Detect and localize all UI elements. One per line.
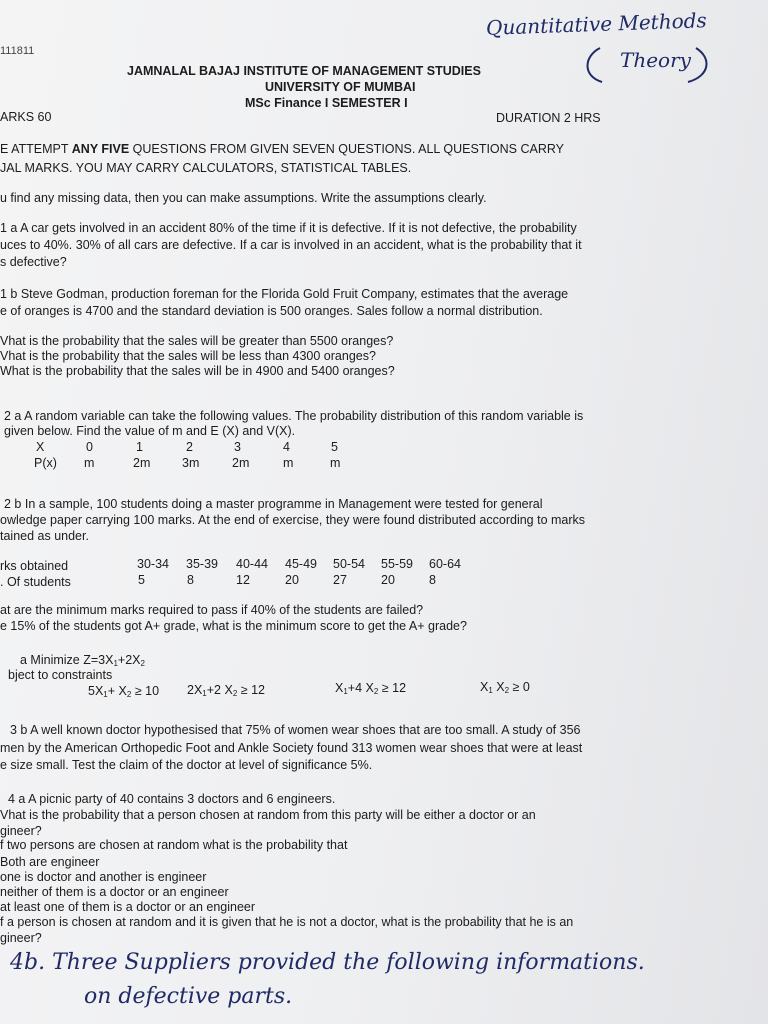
q2b-line: owledge paper carrying 100 marks. At the end of exercise, they were found distributed according to marks [0,513,586,527]
q1b-line: What is the probability that the sales will be in 4900 and 5400 oranges? [0,364,395,378]
p-value: m [330,456,341,470]
q1a-line: s defective? [0,255,67,269]
subscript-2: 2 [373,687,379,696]
c3-c: ≥ 12 [381,681,407,695]
lp-subject-to: bject to constraints [8,668,113,682]
c3-b: +4 X [347,681,374,695]
x-value: 0 [86,440,93,454]
marks-range: 45-49 [285,557,317,571]
paper-code: 111811 [0,45,35,57]
lp-constraint-2 [187,683,265,701]
x-label: X [36,440,45,454]
q4a-line: gineer? [0,931,42,945]
handwritten-brackets [578,42,718,94]
q1b-line: 1 b Steve Godman, production foreman for the Florida Gold Fruit Company, estimates that the average [0,287,569,301]
subscript-1: 1 [113,659,118,668]
c1-c: ≥ 10 [134,684,160,698]
c1-b: + X [107,684,127,698]
c4-c: ≥ 0 [512,680,530,694]
subscript-2: 2 [232,689,238,698]
p-value: m [84,456,95,470]
x-value: 3 [234,440,241,454]
instruction-line-1-post: QUESTIONS FROM GIVEN SEVEN QUESTIONS. ALL QUESTIONS CARRY [129,142,565,156]
p-label: P(x) [34,456,57,470]
q3b-line: men by the American Orthopedic Foot and Ankle Society found 313 women wear shoes that were at least [0,741,583,755]
c4-b: X [492,680,505,694]
student-count: 5 [138,573,145,587]
c2-b: +2 X [206,683,233,697]
q4a-line: gineer? [0,824,42,838]
handwritten-subtitle: Theory [620,48,691,72]
handwritten-q4b-line-1: 4b. Three Suppliers provided the following informations. [10,950,645,975]
lp-objective-text-b: +2X [117,653,141,667]
q2b-question: at are the minimum marks required to pass if 40% of the students are failed? [0,603,424,617]
marks-row-label: rks obtained [0,559,69,573]
c2-a: 2X [187,683,203,697]
institute-name: JAMNALAL BAJAJ INSTITUTE OF MANAGEMENT STUDIES [127,64,481,78]
q1a-line: 1 a A car gets involved in an accident 80% of the time if it is defective. If it is not defective, the probability [0,221,577,235]
instruction-line-3: u find any missing data, then you can make assumptions. Write the assumptions clearly. [0,191,487,205]
total-marks: ARKS 60 [0,110,52,124]
c1-a: 5X [88,684,104,698]
p-value: 2m [232,456,250,470]
subscript-2: 2 [126,690,132,699]
c2-c: ≥ 12 [240,683,265,697]
university-name: UNIVERSITY OF MUMBAI [265,80,416,94]
q2b-question: e 15% of the students got A+ grade, what is the minimum score to get the A+ grade? [0,619,467,633]
marks-range: 55-59 [381,557,413,571]
marks-range: 40-44 [236,557,268,571]
instruction-line-2: JAL MARKS. YOU MAY CARRY CALCULATORS, STATISTICAL TABLES. [0,161,412,175]
q4a-line: f two persons are chosen at random what is the probability that [0,838,348,852]
student-count: 27 [333,573,347,587]
q4a-line: 4 a A picnic party of 40 contains 3 doctors and 6 engineers. [8,792,336,806]
q3b-line: 3 b A well known doctor hypothesised that 75% of women wear shoes that are too small. A study of 356 [10,723,581,737]
q4a-line: f a person is chosen at random and it is given that he is not a doctor, what is the probability that he is an [0,915,574,929]
students-row-label: . Of students [0,575,71,589]
p-value: 3m [182,456,200,470]
subscript-2: 2 [504,686,510,695]
q4a-line: Vhat is the probability that a person chosen at random from this party will be either a doctor or an [0,808,536,822]
student-count: 8 [429,573,436,587]
instruction-line-1 [0,142,564,157]
subscript-2: 2 [140,659,145,668]
q2b-line: 2 b In a sample, 100 students doing a master programme in Management were tested for general [4,497,543,511]
subscript-1: 1 [103,690,108,699]
duration: DURATION 2 HRS [496,111,601,125]
q2a-line: given below. Find the value of m and E (X) and V(X). [4,424,296,438]
lp-objective-text: a Minimize Z=3X [20,653,114,667]
c3-a: X [335,681,344,695]
instruction-line-1-bold: ANY FIVE [71,142,130,156]
handwritten-title: Quantitative Methods [485,8,708,40]
x-value: 5 [331,440,338,454]
q1a-line: uces to 40%. 30% of all cars are defective. If a car is involved in an accident, what is the probability that it [0,238,582,252]
marks-range: 35-39 [186,557,218,571]
student-count: 12 [236,573,250,587]
subscript-1: 1 [202,689,207,698]
student-count: 20 [285,573,299,587]
x-value: 2 [186,440,193,454]
q4a-line: at least one of them is a doctor or an engineer [0,900,256,914]
subscript-1: 1 [343,687,348,696]
q1b-line: e of oranges is 4700 and the standard deviation is 500 oranges. Sales follow a normal distribution. [0,304,543,318]
q2a-line: 2 a A random variable can take the following values. The probability distribution of this random variable is [4,409,584,423]
p-value: m [283,456,294,470]
q4a-line: one is doctor and another is engineer [0,870,207,884]
c4-a: X [480,680,489,694]
q4a-line: neither of them is a doctor or an engineer [0,885,229,899]
instruction-line-1-pre: E ATTEMPT [0,142,72,156]
student-count: 8 [187,573,194,587]
lp-constraint-1 [88,684,159,702]
q1b-line: Vhat is the probability that the sales will be greater than 5500 oranges? [0,334,394,348]
handwritten-q4b-line-2: on defective parts. [84,984,293,1009]
p-value: 2m [133,456,151,470]
programme-name: MSc Finance I SEMESTER I [245,96,408,110]
x-value: 1 [136,440,143,454]
q2b-line: tained as under. [0,529,89,543]
lp-constraint-3 [335,681,406,699]
x-value: 4 [283,440,290,454]
subscript-1: 1 [488,686,493,695]
q3b-line: e size small. Test the claim of the doctor at level of significance 5%. [0,758,373,772]
marks-range: 50-54 [333,557,365,571]
q4a-line: Both are engineer [0,855,100,869]
lp-constraint-4 [480,680,530,698]
q1b-line: Vhat is the probability that the sales will be less than 4300 oranges? [0,349,376,363]
marks-range: 60-64 [429,557,461,571]
student-count: 20 [381,573,395,587]
marks-range: 30-34 [137,557,169,571]
